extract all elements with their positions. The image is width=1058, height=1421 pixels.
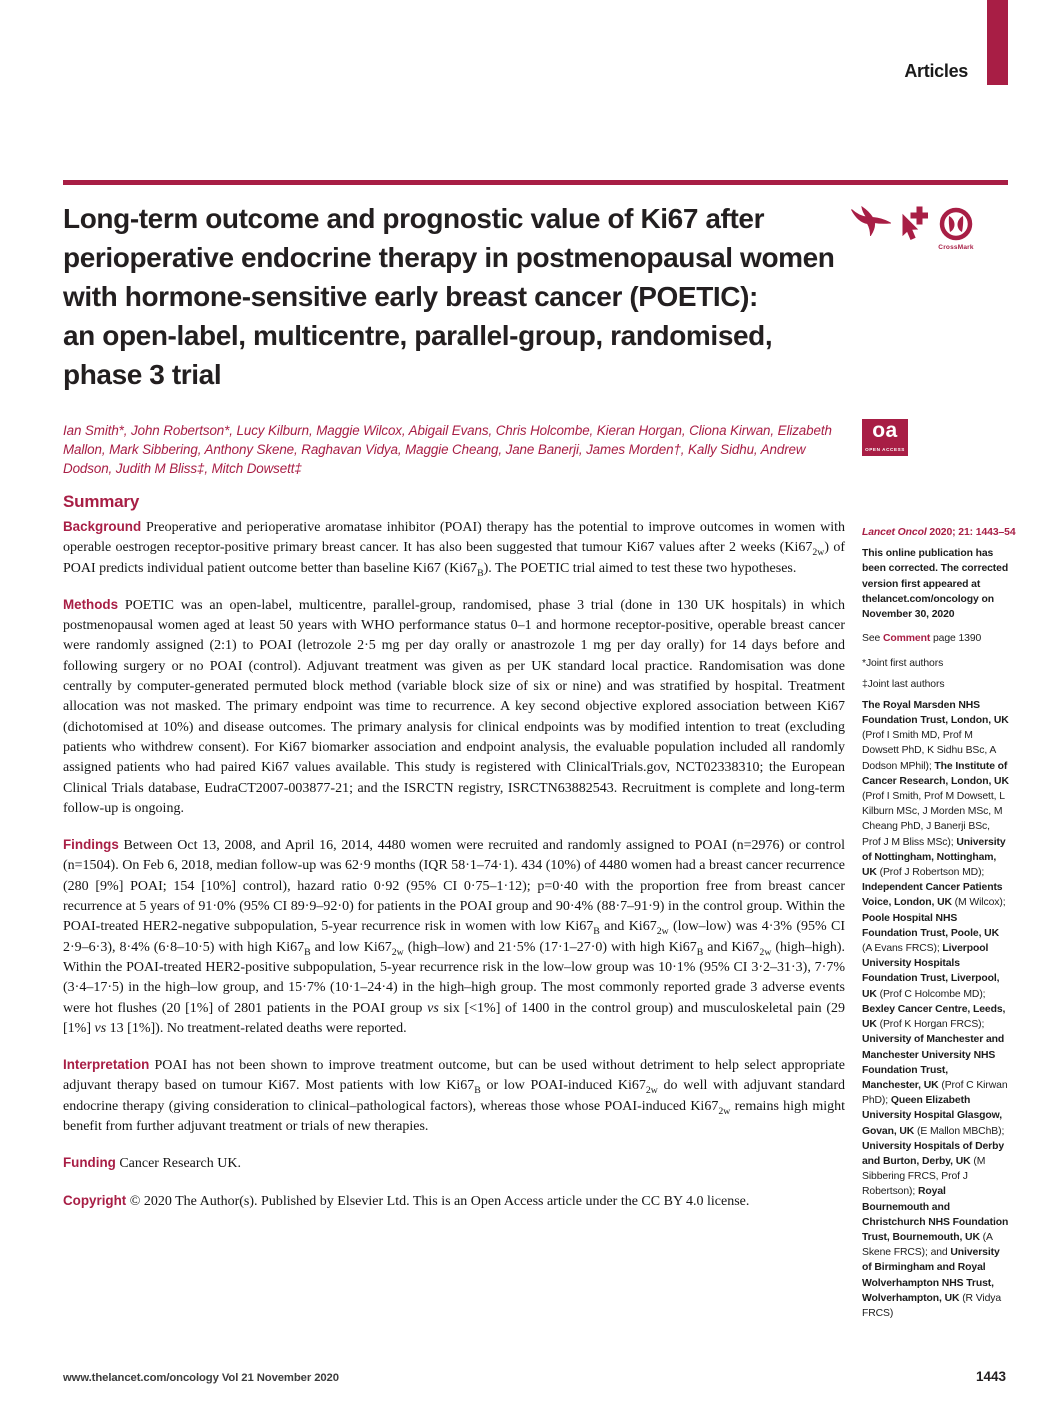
title-line: perioperative endocrine therapy in postmenopausal women — [63, 242, 835, 273]
see-comment-link: See Comment page 1390 — [862, 633, 982, 645]
journal-citation: Lancet Oncol 2020; 21: 1443–54 — [862, 527, 1016, 538]
author-list: Ian Smith*, John Robertson*, Lucy Kilburn, Maggie Wilcox, Abigail Evans, Chris Holcombe, Kieran Horgan, Cliona Kirwan, Elizabeth Mallon, Mark Sibbering, Anthony Skene, Raghavan Vidya, Maggie Cheang, Jane Banerji, James Morden†, Kally Sidhu, Andrew Dodson, Judith M Bliss‡, Mitch Dowsett‡ — [63, 423, 832, 476]
title-icon-row — [851, 206, 981, 251]
summary-heading: Summary — [63, 492, 140, 511]
margin-notes-sidebar — [862, 419, 1016, 1321]
crossmark-caption: CrossMark — [938, 244, 974, 251]
title-line: phase 3 trial — [63, 359, 222, 390]
summary-section — [63, 492, 845, 1228]
open-access-icon — [862, 419, 908, 456]
author-affiliations: The Royal Marsden NHS Foundation Trust, London, UK (Prof I Smith MD, Prof M Dowsett PhD, K Sidhu BSc, A Dodson MPhil); The Institute of Cancer Research, London, UK (Prof I Smith, Prof M Dowsett, L Kilburn MSc, J Morden MSc, M Cheang PhD, J Banerji BSc, Prof J M Bliss MSc); University of Nottingham, Nottingham, UK (Prof J Robertson MD); Independent Cancer Patients Voice, London, UK (M Wilcox); Poole Hospital NHS Foundation Trust, Poole, UK (A Evans FRCS); Liverpool University Hospitals Foundation Trust, Liverpool, UK (Prof C Holcombe MD); Bexley Cancer Centre, Leeds, UK (Prof K Horgan FRCS); University of Manchester and Manchester University NHS Foundation Trust, Manchester, UK (Prof C Kirwan PhD); Queen Elizabeth University Hospital Glasgow, Govan, UK (E Mallon MBChB); University Hospitals of Derby and Burton, Derby, UK (M Sibbering FRCS, Prof J Robertson); Royal Bournemouth and Christchurch NHS Foundation Trust, Bournemouth, UK (A Skene FRCS); and University of Birmingham and Royal Wolverhampton NHS Trust, Wolverhampton, UK (R Vidya FRCS) — [862, 699, 1009, 1319]
copyright-paragraph: Copyright © 2020 The Author(s). Published by Elsevier Ltd. This is an Open Access article under the CC BY 4.0 license. — [63, 1192, 750, 1209]
page-number: 1443 — [975, 1369, 1006, 1384]
journal-footer: www.thelancet.com/oncology Vol 21 November 2020 — [63, 1372, 339, 1384]
title-rule — [63, 180, 1008, 185]
cursor-plus-icon — [898, 206, 928, 247]
methods-paragraph: Methods POETIC was an open-label, multicentre, parallel-group, randomised, phase 3 trial (done in 130 UK hospitals) in which postmenopausal women aged at least 50 years with WHO performance status 0–1 and hormone receptor-positive, operable breast cancer were randomly assigned (2:1) to POAI (letrozole 2·5 mg per day orally or anastrozole 1 mg per day orally) for 14 days before and following surgery or no POAI (control). Adjuvant treatment was given as per UK standard local practice. Randomisation was done centrally by computer-generated permuted block method (variable block size of six or nine) and was stratified by hospital. Treatment allocation was not masked. The primary endpoint was time to recurrence. A key second objective explored association between Ki67 (dichotomised at 10%) and disease outcomes. The primary analysis for clinical endpoints was by modified intention to treat (excluding patients who withdrew consent). For Ki67 biomarker association and endpoint analysis, the evaluable population included all randomly assigned patients who had paired Ki67 values available. This study is registered with ClinicalTrials.gov, NCT02338310; the European Clinical Trials database, EudraCT2007-003877-21; and the ISRCTN registry, ISRCTN63882543. Recruitment is complete and long-term follow-up is ongoing. — [63, 596, 845, 816]
findings-paragraph: Findings Between Oct 13, 2008, and April 16, 2014, 4480 women were recruited and randomly assigned to POAI (n=2976) or control (n=1504). On Feb 6, 2018, median follow-up was 62·9 months (IQR 58·1–74·1). 434 (10%) of 4480 women had a breast cancer recurrence (280 [9%] POAI; 154 [10%] control), hazard ratio 0·92 (95% CI 0·75–1·12); p=0·40 with the proportion free from breast cancer recurrence at 5 years of 91·0% (95% CI 89·9–92·0) for patients in the POAI group and 90·4% (88·7–91·9) in the control group. Within the POAI-treated HER2-negative subpopulation, 5-year recurrence risk in women with low $Ki67_B$ and $Ki67_{2w}$ (low–low) was 4·3% (95% CI 2·9–6·3), 8·4% (6·8–10·5) with high $Ki67_B$ and low $Ki67_{2w}$ (high–low) and 21·5% (17·1–27·0) with high $Ki67_B$ and $Ki67_{2w}$ (high–high). Within the POAI-treated HER2-positive subpopulation, 5-year recurrence risk in the low–low group was 10·1% (95% CI 3·2–31·3), 7·7% (3·4–17·5) in the high–low group, and 15·7% (10·1–24·4) in the high–high group. The most commonly reported grade 3 adverse events were hot flushes (20 [1%] of 2801 patients in the POAI group vs six [<1%] of 1400 in the control group) and musculoskeletal pain (29 [1%] vs 13 [1%]). No treatment-related deaths were reported. — [63, 837, 846, 1036]
crossmark-icon[interactable] — [935, 206, 977, 251]
corner-accent-bar — [987, 0, 1008, 85]
section-label: Articles — [904, 61, 968, 81]
correction-note: This online publication has been corrected. The corrected version first appeared at thelancet.com/oncology on November 30, 2020 — [862, 548, 1009, 621]
lancet-bird-icon — [851, 206, 891, 241]
joint-first-authors-note: *Joint first authors — [862, 658, 944, 670]
article-title — [63, 199, 853, 394]
interpretation-paragraph: Interpretation POAI has not been shown to improve treatment outcome, but can be used without detriment to help select appropriate adjuvant therapy based on tumour Ki67. Most patients with low $Ki67_B$ or low POAI-induced $Ki67_{2w}$ do well with adjuvant standard endocrine therapy (giving consideration to clinical–pathological factors), whereas those whose POAI-induced $Ki67_{2w}$ remains high might benefit from further adjuvant treatment or trials of new therapies. — [63, 1057, 845, 1135]
open-access-long-label: OPEN ACCESS — [865, 447, 905, 452]
background-paragraph: Background Preoperative and perioperative aromatase inhibitor (POAI) therapy has the potential to improve outcomes in women with operable oestrogen receptor-positive primary breast cancer. It has also been suggested that tumour Ki67 values after 2 weeks $(Ki67_{2w})$ of POAI predicts individual patient outcome better than baseline Ki67 $(Ki67_B)$. The POETIC trial aimed to test these two hypotheses. — [63, 519, 846, 579]
joint-last-authors-note: ‡Joint last authors — [862, 678, 945, 690]
open-access-short-label: oa — [872, 419, 898, 442]
funding-paragraph: Funding Cancer Research UK. — [63, 1155, 241, 1172]
title-line: with hormone-sensitive early breast cancer (POETIC): — [63, 281, 758, 312]
title-line: an open-label, multicentre, parallel-group, randomised, — [63, 320, 773, 351]
title-line: Long-term outcome and prognostic value of Ki67 after — [63, 203, 765, 234]
